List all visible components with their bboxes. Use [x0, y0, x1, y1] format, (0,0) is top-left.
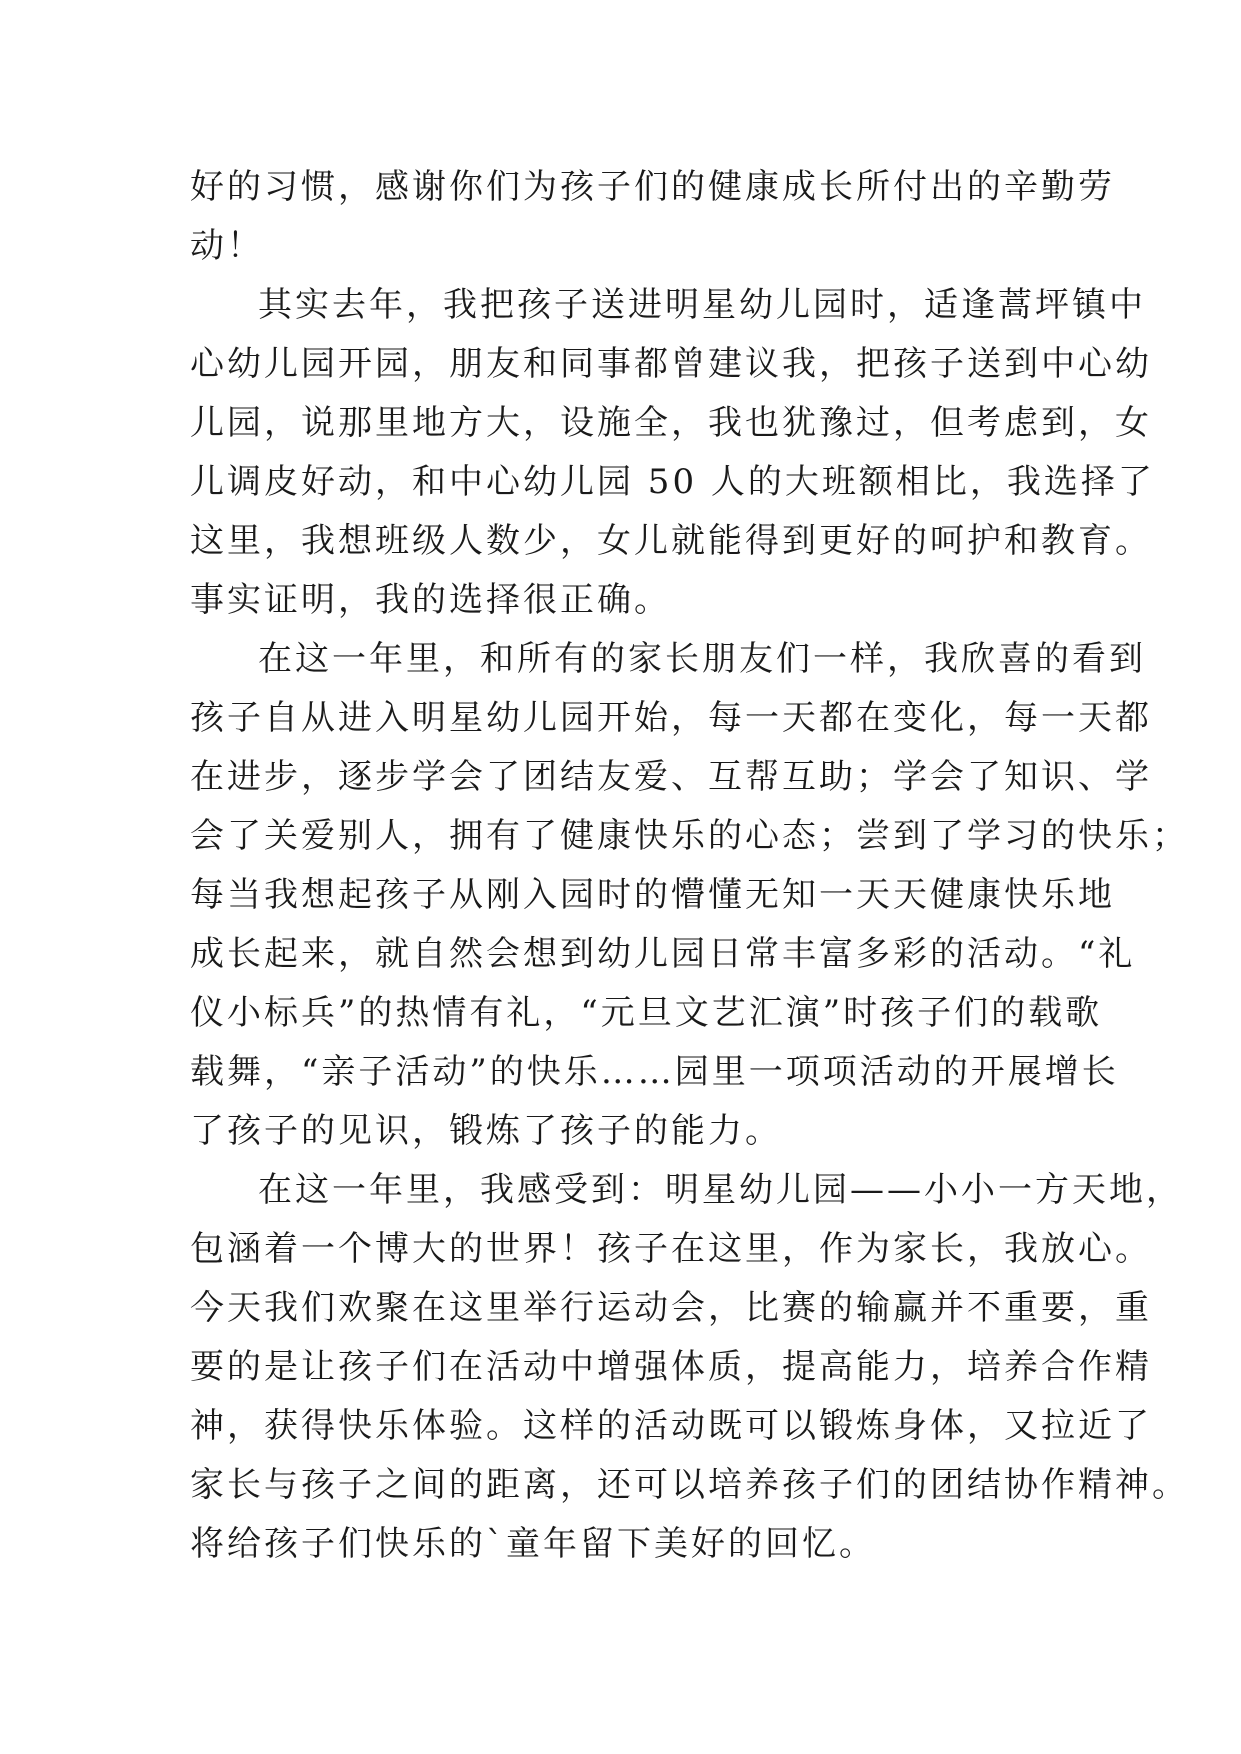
text-line: 在进步，逐步学会了团结友爱、互帮互助；学会了知识、学	[190, 757, 1152, 797]
text-line: 孩子自从进入明星幼儿园开始，每一天都在变化，每一天都	[190, 698, 1152, 738]
text-line: 动！	[190, 226, 264, 266]
paragraph-start-line: 其实去年，我把孩子送进明星幼儿园时，适逢蒿坪镇中	[258, 285, 1146, 325]
text-line: 家长与孩子之间的距离，还可以培养孩子们的团结协作精神。	[190, 1465, 1189, 1505]
text-line: 今天我们欢聚在这里举行运动会，比赛的输赢并不重要，重	[190, 1288, 1152, 1328]
text-line: 神，获得快乐体验。这样的活动既可以锻炼身体，又拉近了	[190, 1406, 1152, 1446]
body-text	[190, 158, 1189, 1574]
paragraph-start-line: 在这一年里，和所有的家长朋友们一样，我欣喜的看到	[258, 639, 1146, 679]
text-line: 好的习惯，感谢你们为孩子们的健康成长所付出的辛勤劳	[190, 167, 1115, 207]
text-line: 载舞，“亲子活动”的快乐……园里一项项活动的开展增长	[190, 1052, 1119, 1092]
text-line: 了孩子的见识，锻炼了孩子的能力。	[190, 1111, 782, 1151]
text-line: 包涵着一个博大的世界！孩子在这里，作为家长，我放心。	[190, 1229, 1152, 1269]
text-line: 心幼儿园开园，朋友和同事都曾建议我，把孩子送到中心幼	[190, 344, 1152, 384]
paragraph-start-line: 在这一年里，我感受到：明星幼儿园——小小一方天地，	[258, 1170, 1183, 1210]
text-line: 将给孩子们快乐的`童年留下美好的回忆。	[190, 1524, 876, 1564]
text-line: 儿调皮好动，和中心幼儿园 50 人的大班额相比，我选择了	[190, 462, 1155, 502]
text-line: 成长起来，就自然会想到幼儿园日常丰富多彩的活动。“礼	[190, 934, 1136, 974]
text-line: 会了关爱别人，拥有了健康快乐的心态；尝到了学习的快乐；	[190, 816, 1189, 856]
text-line: 这里，我想班级人数少，女儿就能得到更好的呵护和教育。	[190, 521, 1152, 561]
text-line: 每当我想起孩子从刚入园时的懵懂无知一天天健康快乐地	[190, 875, 1115, 915]
text-line: 仪小标兵”的热情有礼，“元旦文艺汇演”时孩子们的载歌	[190, 993, 1103, 1033]
text-line: 儿园，说那里地方大，设施全，我也犹豫过，但考虑到，女	[190, 403, 1152, 443]
text-line: 事实证明，我的选择很正确。	[190, 580, 671, 620]
text-line: 要的是让孩子们在活动中增强体质，提高能力，培养合作精	[190, 1347, 1152, 1387]
